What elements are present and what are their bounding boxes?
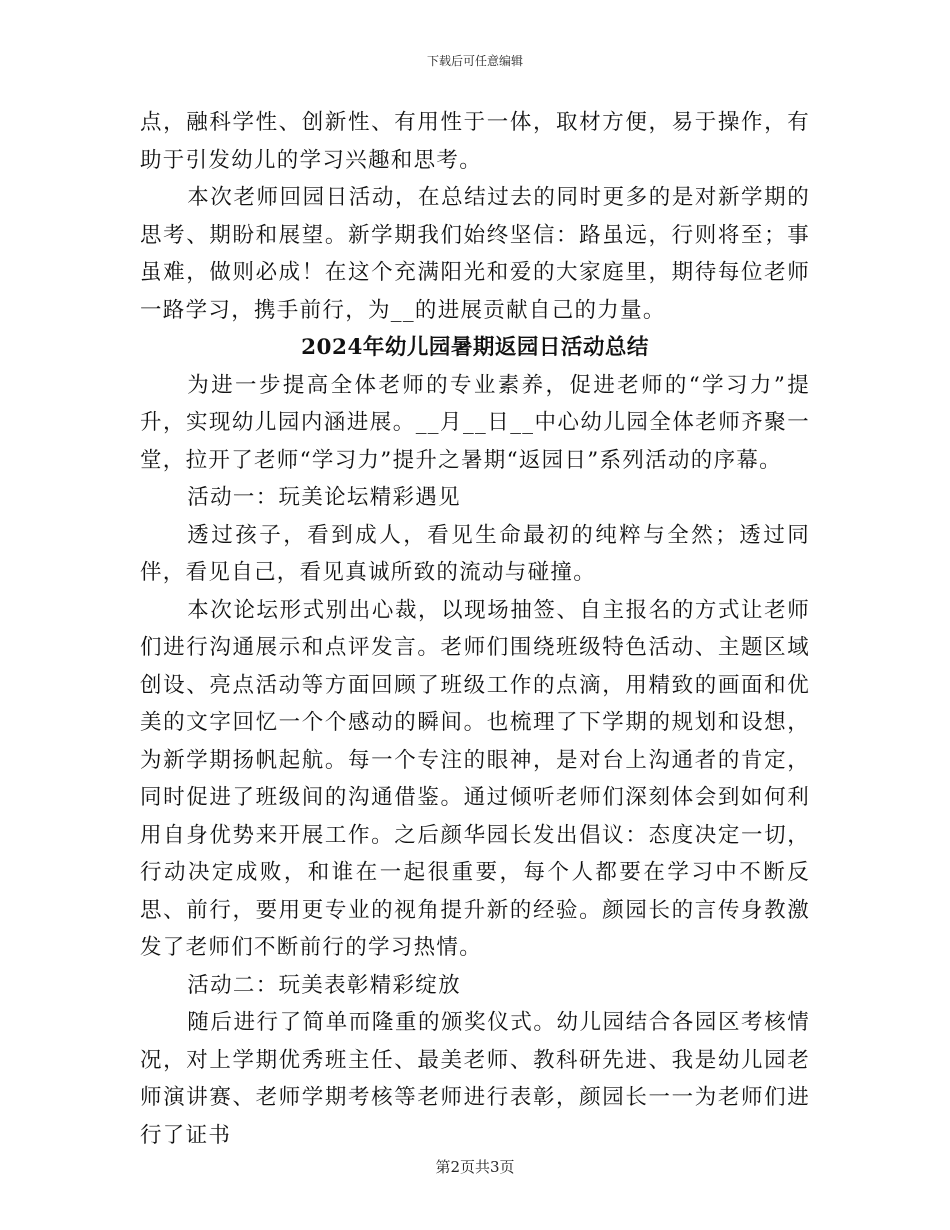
paragraph-activity-two-body: 随后进行了简单而隆重的颁奖仪式。幼儿园结合各园区考核情况，对上学期优秀班主任、最美老师、教科研先进、我是幼儿园老师演讲赛、老师学期考核等老师进行表彰，颜园长一一为老师们进行了证书 [140,1010,810,1148]
paragraph-activity-one-quote: 透过孩子，看到成人，看见生命最初的纯粹与全然；透过同伴，看见自己，看见真诚所致的流动与碰撞。 [140,522,810,585]
paragraph-conclusion: 本次老师回园日活动，在总结过去的同时更多的是对新学期的思考、期盼和展望。新学期我们始终坚信：路虽远，行则将至；事虽难，做则必成！在这个充满阳光和爱的大家庭里，期待每位老师一路学习，携手前行，为__的进展贡献自己的力量。 [140,185,810,323]
paragraph-activity-one-body: 本次论坛形式别出心裁，以现场抽签、自主报名的方式让老师们进行沟通展示和点评发言。老师们围绕班级特色活动、主题区域创设、亮点活动等方面回顾了班级工作的点滴，用精致的画面和优美的文字回忆一个个感动的瞬间。也梳理了下学期的规划和设想，为新学期扬帆起航。每一个专注的眼神，是对台上沟通者的肯定，同时促进了班级间的沟通借鉴。通过倾听老师们深刻体会到如何利用自身优势来开展工作。之后颜华园长发出倡议：态度决定一切，行动决定成败，和谁在一起很重要，每个人都要在学习中不断反思、前行，要用更专业的视角提升新的经验。颜园长的言传身教激发了老师们不断前行的学习热情。 [140,597,810,960]
page-number: 第2页共3页 [435,1158,515,1176]
activity-two-heading: 活动二：玩美表彰精彩绽放 [187,972,461,998]
paragraph-intro: 为进一步提高全体老师的专业素养，促进老师的“学习力”提升，实现幼儿园内涵进展。__月__日__中心幼儿园全体老师齐聚一堂，拉开了老师“学习力”提升之暑期“返园日”系列活动的序幕。 [140,372,810,473]
section-title: 2024年幼儿园暑期返园日活动总结 [301,335,649,360]
paragraph-continuation: 点，融科学性、创新性、有用性于一体，取材方便，易于操作，有助于引发幼儿的学习兴趣和思考。 [140,110,810,173]
page-header: 下载后可任意编辑 [426,54,523,68]
document-body [140,104,810,1154]
activity-one-heading: 活动一：玩美论坛精彩遇见 [187,485,461,510]
